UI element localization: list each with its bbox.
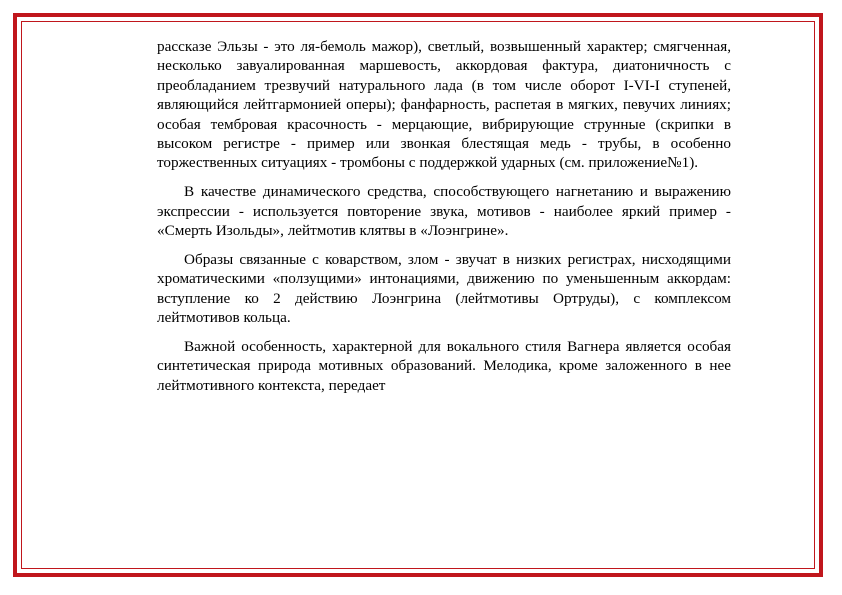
paragraph-3: Образы связанные с коварством, злом - звучат в низких регистрах, нисходящими хроматическими «ползущими» интонациями, движению по уменьшенным аккордам: вступление ко 2 действию Лоэнгрина (лейтмотивы Ортруды), с комплексом лейтмотивов кольца. — [157, 250, 731, 327]
paragraph-1: рассказе Эльзы - это ля-бемоль мажор), светлый, возвышенный характер; смягченная, несколько завуалированная маршевость, аккордовая фактура, диатоничность с преобладанием трезвучий натурального лада (в том числе оборот I-VI-I ступеней, являющийся лейтгармонией оперы); фанфарность, распетая в мягких, певучих линиях; особая тембровая красочность - мерцающие, вибрирующие струнные (скрипки в высоком регистре - пример или звонкая блестящая медь - трубы, в особенно торжественных ситуациях - тромбоны с поддержкой ударных (см. приложение№1). — [157, 38, 731, 172]
paragraph-2: В качестве динамического средства, способствующего нагнетанию и выражению экспрессии - используется повторение звука, мотивов - наиболее яркий пример - «Смерть Изольды», лейтмотив клятвы в «Лоэнгрине». — [157, 183, 731, 240]
paragraph-4: Важной особенность, характерной для вокального стиля Вагнера является особая синтетическая природа мотивных образований. Мелодика, кроме заложенного в нее лейтмотивного контекста, передает — [157, 337, 731, 394]
body-text — [157, 37, 731, 404]
